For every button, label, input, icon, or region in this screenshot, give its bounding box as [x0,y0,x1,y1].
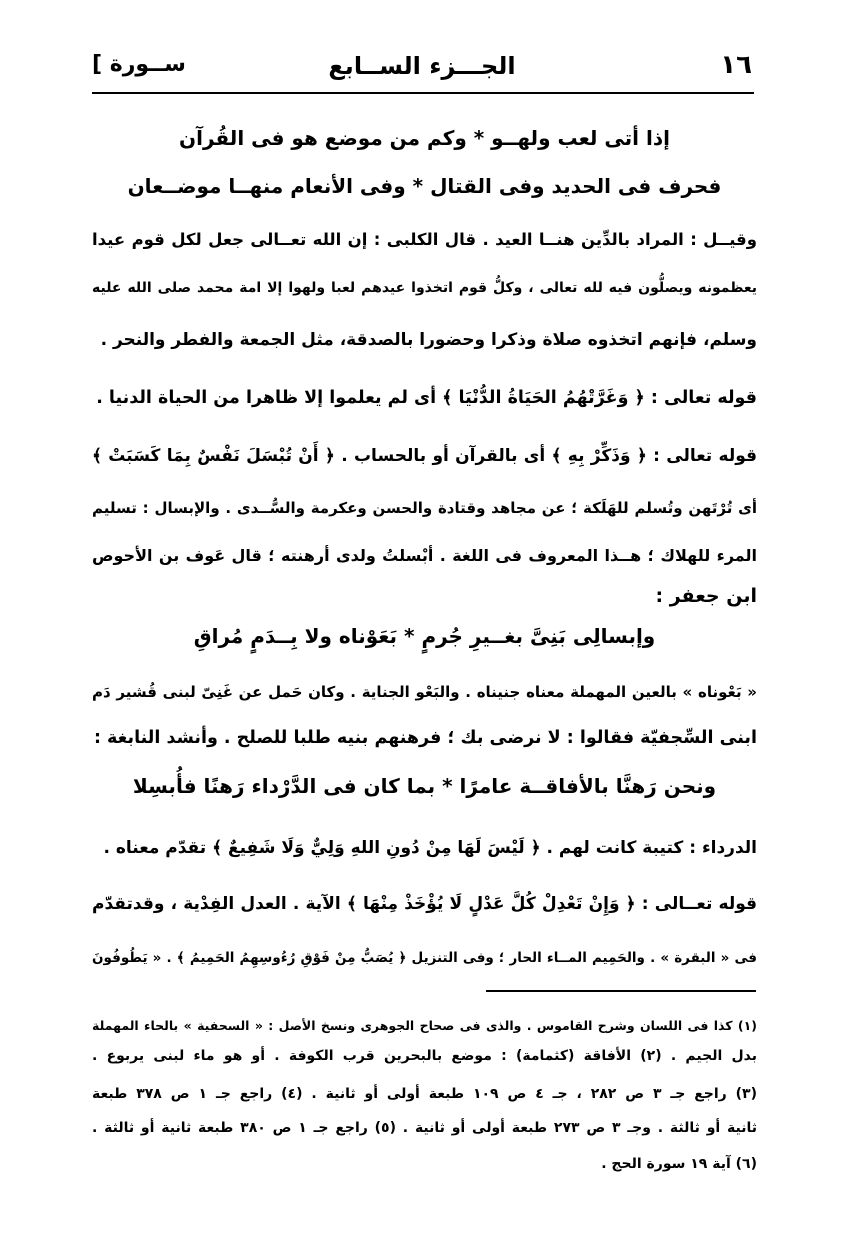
footnote-line-4: ثانية أو ثالثة . وجـ ٣ ص ٢٧٣ طبعة أولى أو ثانية . (٥) راجع جـ ١ ص ٣٨٠ طبعة ثانية أو ثالثة . [92,1120,757,1136]
body-line-6: أى تُرْتَهن وتُسلم للهَلَكة ؛ عن مجاهد وقتادة والحسن وعكرمة والسُّــدى . والإبسال : تسليم [92,499,757,517]
body-line-9: « بَعْوناه » بالعين المهملة معناه جنيناه . والبَعْو الجناية . وكان حَمل عن غَنِىّ لبنى قُشير دَم [92,683,757,701]
page-number: ١٦ [720,50,752,80]
inner-verse-1: وإبسالِى بَنِىَّ بغــيرِ جُرمٍ * بَعَوْناه ولا بِــدَمٍ مُراقِ [193,624,656,648]
page-header [92,44,752,92]
page-title: الجـــزء الســابع [328,52,516,80]
body-line-12: قوله تعــالى : ﴿ وَإِنْ تَعْدِلْ كُلَّ عَدْلٍ لَا يُؤْخَذْ مِنْهَا ﴾ الآية . العدل الفِدْية ، وقدتقدّم [92,894,757,914]
body-line-1: وقيــل : المراد بالدِّين هنــا العيد . قال الكلبى : إن الله تعــالى جعل لكل قوم عيدا [92,230,757,249]
footnote-rule [486,990,756,992]
body-line-13: فى « البقرة » . والحَمِيم المــاء الحار ؛ وفى التنزيل ﴿ يُصَبُّ مِنْ فَوْقِ رُءُوسِهِمُ الحَمِيمُ ﴾ . « يَطُوفُونَ [92,950,757,966]
footnote-line-2: بدل الجيم . (٢) الأفاقة (كثمامة) : موضع بالبحرين قرب الكوفة . أو هو ماء لبنى يربوع . [92,1048,757,1064]
footnote-line-1: (١) كذا فى اللسان وشرح القاموس . والذى فى صحاح الجوهرى ونسخ الأصل : « السحفية » بالحاء المهملة [92,1018,757,1033]
body-line-8: ابن جعفر : [655,585,757,607]
body-line-10: ابنى السِّجفيّة فقالوا : لا نرضى بك ؛ فرهنهم بنيه طلبا للصلح . وأنشد النابغة : [93,728,757,748]
body-line-3: وسلم، فإنهم اتخذوه صلاة وذكرا وحضورا بالصدقة، مثل الجمعة والفطر والنحر . [100,330,757,350]
body-line-2: يعظمونه ويصلُّون فيه لله تعالى ، وكلُّ قوم اتخذوا عيدهم لعبا ولهوا إلا امة محمد صلى الله عليه [92,280,757,296]
verse-line-2: فحرف فى الحديد وفى القتال * وفى الأنعام منهــا موضــعان [127,174,722,198]
footnote-line-5: (٦) آية ١٩ سورة الحج . [601,1156,757,1172]
header-rule [92,92,754,94]
body-line-11: الدرداء : كتيبة كانت لهم . ﴿ لَيْسَ لَهَا مِنْ دُونِ اللهِ وَلِيٌّ وَلَا شَفِيعٌ ﴾ تقدّم معناه . [103,838,757,858]
body-line-5: قوله تعالى : ﴿ وَذَكِّرْ بِهِ ﴾ أى بالقرآن أو بالحساب . ﴿ أَنْ تُبْسَلَ نَفْسٌ بِمَا كَسَبَتْ ﴾ [92,446,757,466]
body-line-4: قوله تعالى : ﴿ وَغَرَّتْهُمُ الحَيَاةُ الدُّنْيَا ﴾ أى لم يعلموا إلا ظاهرا من الحياة الدنيا . [96,388,757,408]
surah-label: [ ســورة [92,52,186,77]
verse-line-1: إذا أتى لعب ولهــو * وكم من موضع هو فى القُرآن [179,126,670,150]
body-line-7: المرء للهلاك ؛ هــذا المعروف فى اللغة . أبْسلتُ ولدى أرهنته ؛ قال عَوف بن الأحوص [92,546,757,565]
footnote-line-3: (٣) راجع جـ ٣ ص ٢٨٢ ، جـ ٤ ص ١٠٩ طبعة أولى أو ثانية . (٤) راجع جـ ١ ص ٣٧٨ طبعة [92,1086,757,1102]
inner-verse-2: ونحن رَهنَّا بالأفاقــة عامرًا * بما كان فى الدَّرْداء رَهنًا فأُبسِلا [132,774,717,798]
